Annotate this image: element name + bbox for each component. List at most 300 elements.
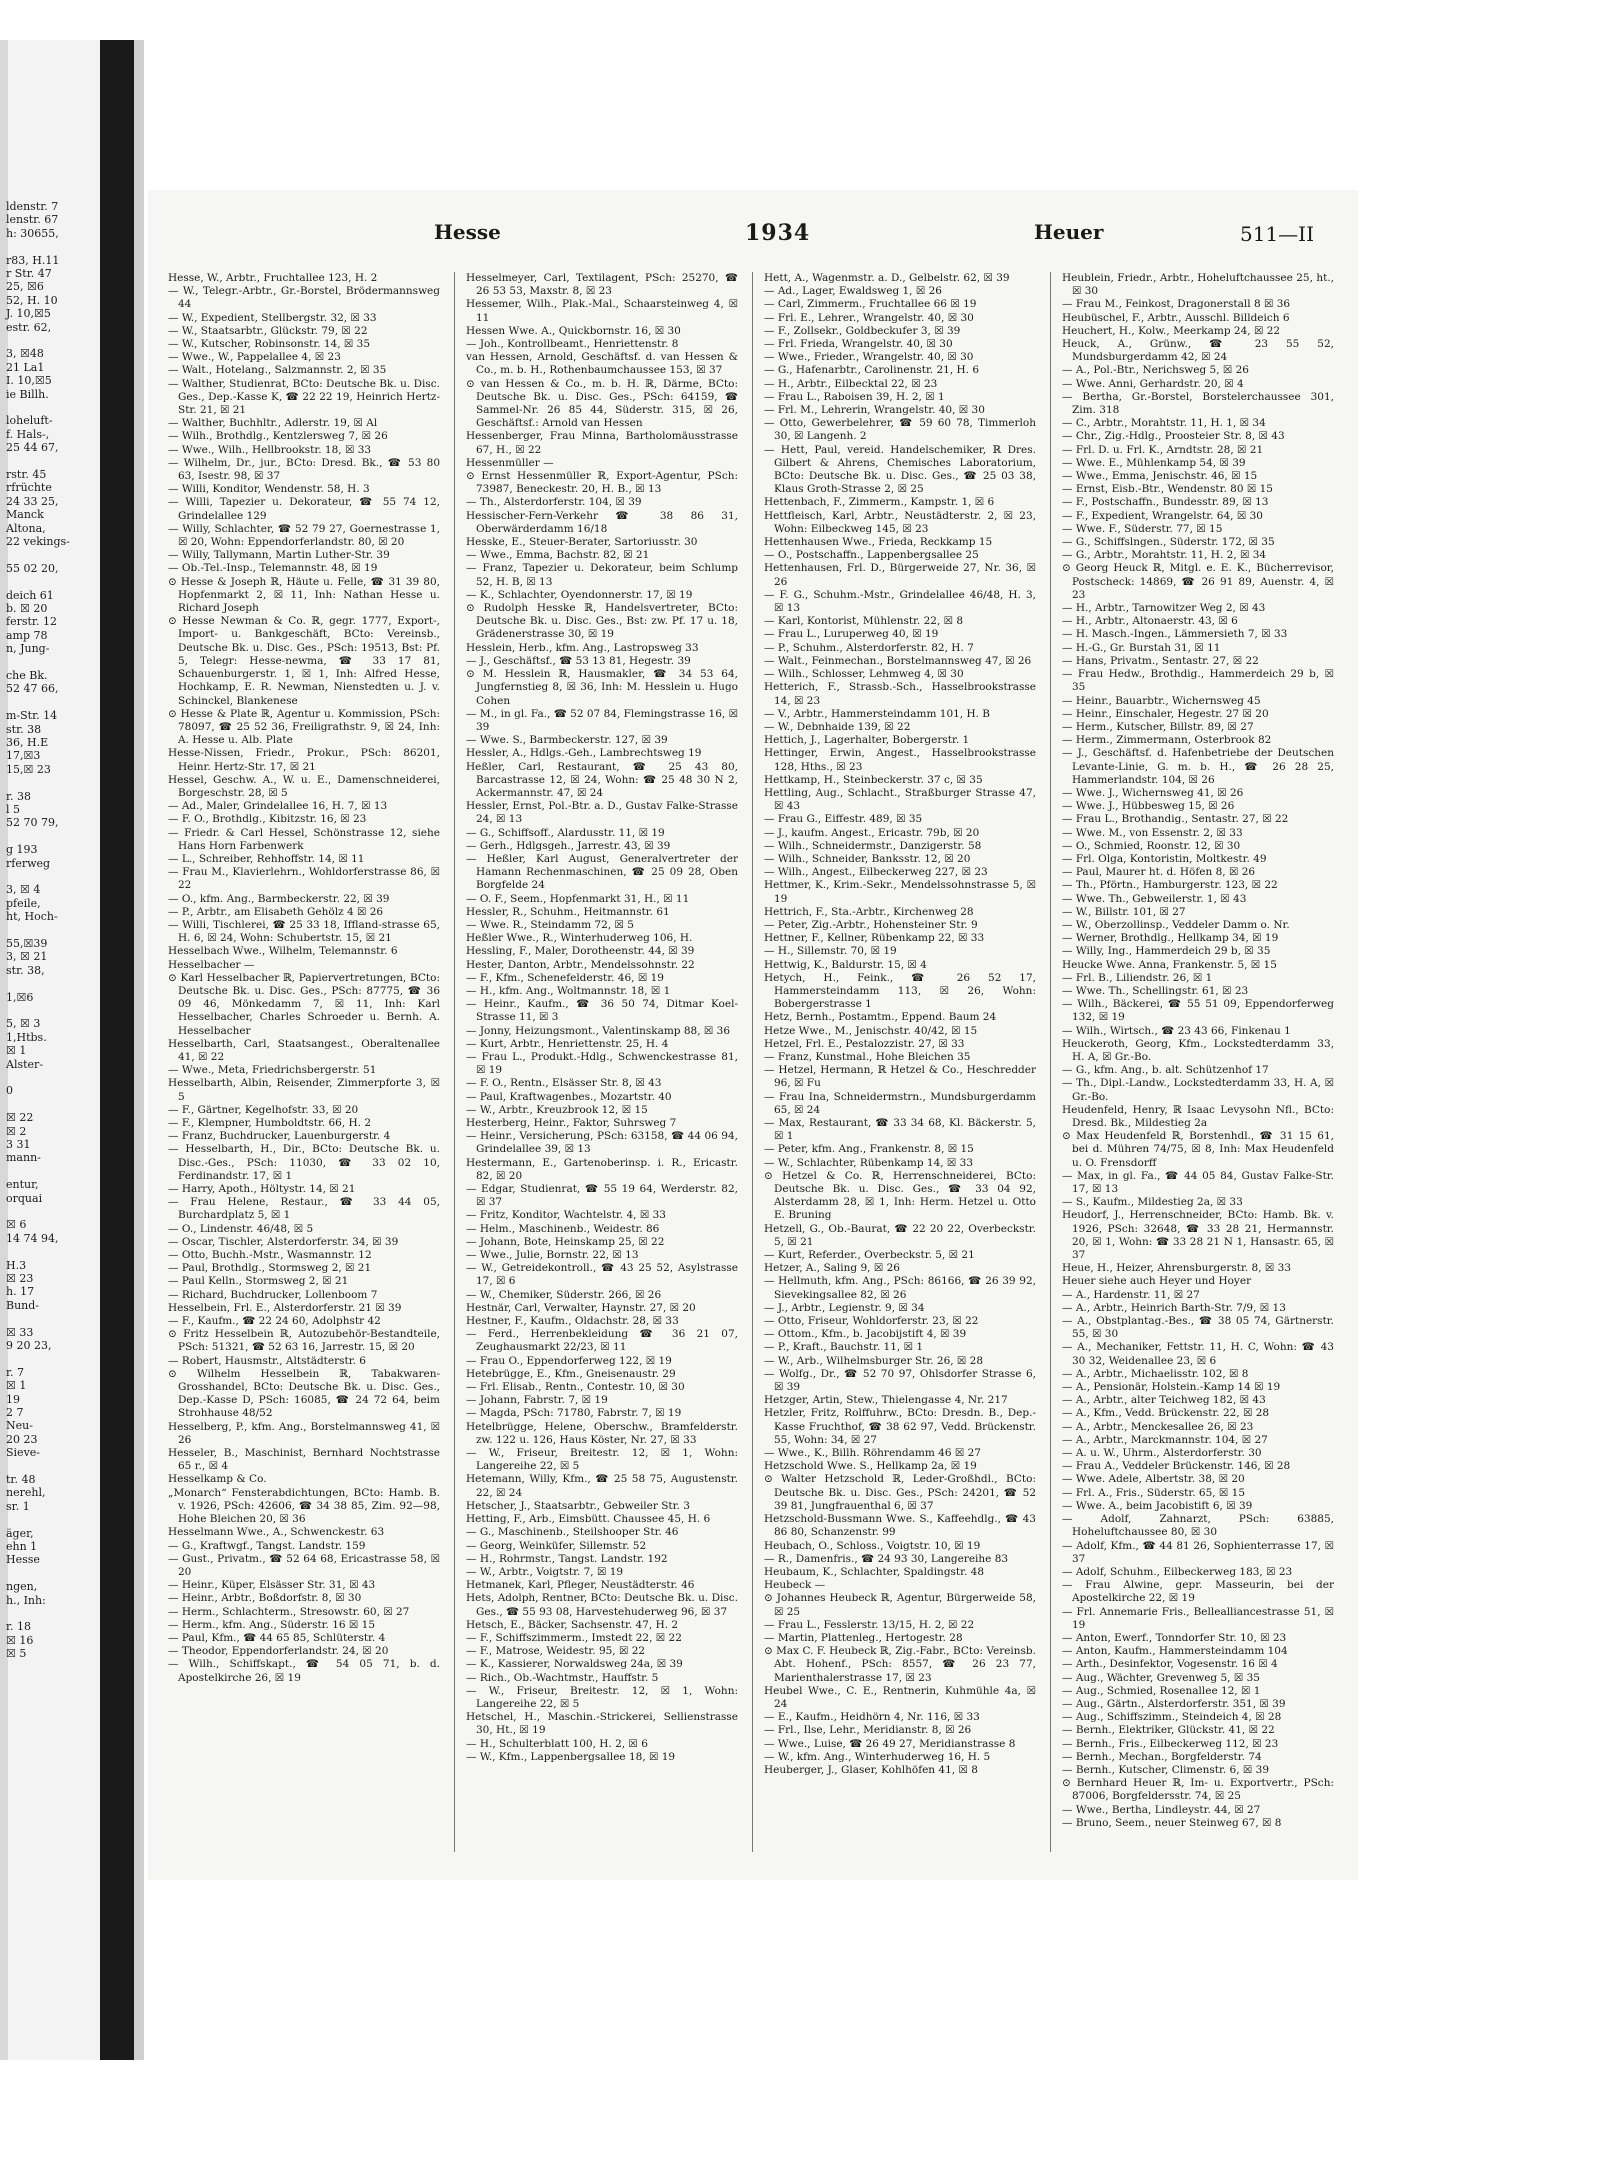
directory-entry: — W., Arb., Wilhelmsburger Str. 26, ☒ 28 xyxy=(764,1354,984,1367)
adjacent-page-text: ie Billh. xyxy=(6,387,49,401)
directory-entry: — G., Schiffsoff., Alardusstr. 11, ☒ 19 xyxy=(466,826,665,839)
adjacent-page-text: 15,☒ 23 xyxy=(6,762,51,776)
directory-entry: — H., Arbtr., Eilbecktal 22, ☒ 23 xyxy=(764,377,938,390)
directory-entry: — Willy, Schlachter, ☎ 52 79 27, Goernestrasse 1, ☒ 20, Wohn: Eppendorferlandstr. 80, ☒ 20 xyxy=(168,522,440,549)
directory-entry: — Walt., Hotelang., Salzmannstr. 2, ☒ 35 xyxy=(168,364,387,377)
directory-entry: Hettinger, Erwin, Angest., Hasselbrookstrasse 128, Hths., ☒ 23 xyxy=(764,747,1036,773)
directory-entry: — A., Arbtr., Marckmannstr. 104, ☒ 27 xyxy=(1062,1433,1268,1446)
adjacent-page-text: 24 33 25, xyxy=(6,494,59,508)
directory-entry: Hessler, Ernst, Pol.-Btr. a. D., Gustav Falke-Strasse 24, ☒ 13 xyxy=(466,800,738,826)
directory-entry: — Ottom., Kfm., b. Jacobijstift 4, ☒ 39 xyxy=(764,1328,967,1341)
directory-entry: Hesske, E., Steuer-Berater, Sartoriusstr. 30 xyxy=(466,536,698,549)
directory-entry: — J., Arbtr., Legienstr. 9, ☒ 34 xyxy=(764,1301,925,1314)
directory-entry: — J., Geschäftsf. d. Hafenbetriebe der Deutschen Levante-Linie, G. m. b. H., ☎ 26 28 25, Hammerlandstr. 104, ☒ 26 xyxy=(1062,747,1334,786)
directory-entry: — W., Getreidekontroll., ☎ 43 25 52, Asylstrasse 17, ☒ 6 xyxy=(466,1262,738,1288)
directory-entry: ⊙ Wilhelm Hesselbein ℝ, Tabakwaren-Grosshandel, BCto: Deutsche Bk. u. Disc. Ges., Dep.-Kasse D, PSch: 16085, ☎ 24 72 64, beim Strohhause 48/52 xyxy=(168,1367,440,1420)
adjacent-page-text: pfeile, xyxy=(6,896,41,910)
directory-entry: ⊙ Johannes Heubeck ℝ, Agentur, Bürgerweide 58, ☒ 25 xyxy=(764,1592,1036,1618)
directory-entry: — Wilh., Schneidermstr., Danzigerstr. 58 xyxy=(764,839,982,852)
adjacent-page-text: r83, H.11 xyxy=(6,253,60,267)
directory-entry: — F., Postschaffn., Bundesstr. 89, ☒ 13 xyxy=(1062,496,1269,509)
directory-entry: Hesselbach Wwe., Wilhelm, Telemannstr. 6 xyxy=(168,945,398,958)
directory-entry: — W., Kutscher, Robinsonstr. 14, ☒ 35 xyxy=(168,338,371,351)
directory-entry: van Hessen, Arnold, Geschäftsf. d. van Hessen & Co., m. b. H., Rothenbaumchaussee 153, ☒ 37 xyxy=(466,351,738,377)
directory-entry: — A., Arbtr., alter Teichweg 182, ☒ 43 xyxy=(1062,1394,1266,1407)
directory-entry: — P., Arbtr., am Elisabeth Gehölz 4 ☒ 26 xyxy=(168,905,384,918)
adjacent-page-text: H.3 xyxy=(6,1258,27,1272)
adjacent-page-text: amp 78 xyxy=(6,628,48,642)
adjacent-page-text: orquai xyxy=(6,1191,43,1205)
adjacent-page-text: 2 7 xyxy=(6,1406,24,1419)
directory-entry: — G., Schiffslngen., Süderstr. 172, ☒ 35 xyxy=(1062,536,1275,549)
directory-entry: — Aug., Gärtn., Alsterdorferstr. 351, ☒ 39 xyxy=(1062,1697,1286,1710)
directory-entry: — Carl, Zimmerm., Fruchtallee 66 ☒ 19 xyxy=(764,298,977,311)
adjacent-page-text: loheluft- xyxy=(6,414,53,428)
directory-entry: Hestermann, E., Gartenoberinsp. i. R., Ericastr. 82, ☒ 20 xyxy=(466,1156,738,1182)
directory-entry: Hessel, Geschw. A., W. u. E., Damenschneiderei, Borgeschstr. 28, ☒ 5 xyxy=(168,773,440,799)
adjacent-page-text: 19 xyxy=(6,1392,20,1406)
directory-entry: — Helm., Maschinenb., Weidestr. 86 xyxy=(466,1222,660,1235)
directory-entry: — Wolfg., Dr., ☎ 52 70 97, Ohlsdorfer Strasse 6, ☒ 39 xyxy=(764,1367,1036,1394)
directory-entry: — P., Kraft., Bauchstr. 11, ☒ 1 xyxy=(764,1341,924,1354)
directory-entry: Hessen Wwe. A., Quickbornstr. 16, ☒ 30 xyxy=(466,324,681,337)
adjacent-page-text: 3 31 xyxy=(6,1138,31,1151)
adjacent-page-text: mann- xyxy=(6,1151,41,1165)
directory-entry: — Heinr., Einschaler, Hegestr. 27 ☒ 20 xyxy=(1062,707,1269,720)
directory-entry: Hester, Danton, Arbtr., Mendelssohnstr. 22 xyxy=(466,958,695,971)
directory-entry: — Heinr., Bauarbtr., Wichernsweg 45 xyxy=(1062,694,1261,707)
directory-entry: — Willy, Tallymann, Martin Luther-Str. 39 xyxy=(168,549,390,562)
adjacent-page-text: 3, ☒ 4 xyxy=(6,883,41,897)
directory-entry: — Ob.-Tel.-Insp., Telemannstr. 48, ☒ 19 xyxy=(168,562,378,575)
directory-entry: — Frau L., Produkt.-Hdlg., Schwenckestrasse 81, ☒ 19 xyxy=(466,1050,738,1077)
adjacent-page-text: entur, xyxy=(6,1178,39,1192)
directory-entry: Heue, H., Heizer, Ahrensburgerstr. 8, ☒ 33 xyxy=(1062,1262,1292,1275)
directory-entry: — F., Klempner, Humboldtstr. 66, H. 2 xyxy=(168,1117,372,1129)
directory-entry: — Heinr., Versicherung, PSch: 63158, ☎ 44 06 94, Grindelallee 39, ☒ 13 xyxy=(466,1130,738,1156)
adjacent-page-text: 0 xyxy=(6,1084,13,1098)
directory-entry: — W., Arbtr., Voigtstr. 7, ☒ 19 xyxy=(466,1565,624,1578)
directory-entry: Hetzger, Artin, Stew., Thielengasse 4, Nr. 217 xyxy=(764,1394,1008,1407)
adjacent-page-text: ☒ 5 xyxy=(6,1647,27,1661)
directory-entry: Hesselmann Wwe., A., Schwenckestr. 63 xyxy=(168,1526,385,1539)
directory-entry: — Frl., Ilse, Lehr., Meridianstr. 8, ☒ 26 xyxy=(764,1724,972,1737)
adjacent-page-text: h: 30655, xyxy=(6,226,59,240)
directory-entry: — C., Arbtr., Morahtstr. 11, H. 1, ☒ 34 xyxy=(1062,417,1266,430)
directory-entry: Hetterich, F., Strassb.-Sch., Hasselbrookstrasse 14, ☒ 23 xyxy=(764,681,1036,707)
directory-entry: ⊙ Bernhard Heuer ℝ, Im- u. Exportvertr., PSch: 87006, Borgfeldersstr. 74, ☒ 25 xyxy=(1062,1777,1334,1803)
directory-entry: Hessling, F., Maler, Dorotheenstr. 44, ☒ 39 xyxy=(466,945,695,958)
directory-entry: — Paul Kelln., Stormsweg 2, ☒ 21 xyxy=(168,1275,349,1288)
directory-entry: Hetebrügge, E., Kfm., Gneisenaustr. 29 xyxy=(466,1367,676,1380)
directory-entry: — Aug., Wächter, Grevenweg 5, ☒ 35 xyxy=(1062,1671,1260,1684)
directory-entry: — Willi, Tischlerei, ☎ 25 33 18, Iffland-strasse 65, H. 6, ☒ 24, Wohn: Schubertstr. 15, ☒ 21 xyxy=(168,918,440,945)
directory-entry: — K., Schlachter, Oyendonnerstr. 17, ☒ 19 xyxy=(466,588,693,601)
directory-entry: — A., Arbtr., Michaelisstr. 102, ☒ 8 xyxy=(1062,1367,1249,1380)
directory-entry: ⊙ Rudolph Hesske ℝ, Handelsvertreter, BCto: Deutsche Bk. u. Disc. Ges., Bst: zw. Pf. 17 u. 18, Grädenerstrasse 30, ☒ 19 xyxy=(466,602,738,641)
adjacent-page-text: rstr. 45 xyxy=(6,468,47,481)
directory-entry: — Paul, Brothdlg., Stormsweg 2, ☒ 21 xyxy=(168,1262,372,1275)
directory-entry: — F., Kfm., Schenefelderstr. 46, ☒ 19 xyxy=(466,971,664,984)
directory-entry: Hettenhausen, Frl. D., Bürgerweide 27, Nr. 36, ☒ 26 xyxy=(764,562,1036,588)
directory-entry: — Hesselbarth, H., Dir., BCto: Deutsche Bk. u. Disc.-Ges., PSch: 11030, ☎ 33 02 10, Ferdinandstr. 17, ☒ 1 xyxy=(168,1143,440,1182)
directory-entry: Heucke Wwe. Anna, Frankenstr. 5, ☒ 15 xyxy=(1062,958,1277,971)
directory-entry: — V., Arbtr., Hammersteindamm 101, H. B xyxy=(764,707,991,720)
directory-entry: — Wilh., Bäckerei, ☎ 55 51 09, Eppendorferweg 132, ☒ 19 xyxy=(1062,998,1334,1024)
directory-entry: — Frau Ina, Schneidermstrn., Mundsburgerdamm 65, ☒ 24 xyxy=(764,1090,1036,1116)
directory-entry: Heuer siehe auch Heyer und Hoyer xyxy=(1062,1275,1252,1288)
directory-entry: — Frau M., Feinkost, Dragonerstall 8 ☒ 36 xyxy=(1062,298,1291,311)
directory-entry: — W., Schlachter, Rübenkamp 14, ☒ 33 xyxy=(764,1156,974,1169)
adjacent-page-text: che Bk. xyxy=(6,669,48,682)
directory-entry: — R., Damenfris., ☎ 24 93 30, Langereihe 83 xyxy=(764,1552,1009,1565)
adjacent-page-text: Altona, xyxy=(6,521,46,535)
directory-entry: — K., Kassierer, Norwaldsweg 24a, ☒ 39 xyxy=(466,1658,683,1671)
directory-entry: — Frau L., Brothandig., Sentastr. 27, ☒ 22 xyxy=(1062,813,1289,826)
directory-entry: ⊙ Max C. F. Heubeck ℝ, Zig.-Fabr., BCto: Vereinsb. Abt. Hohenf., PSch: 8557, ☎ 26 23 77, Marienthalerstrasse 17, ☒ 23 xyxy=(764,1645,1036,1684)
directory-entry: Hetzer, A., Saling 9, ☒ 26 xyxy=(764,1262,900,1275)
directory-entry: — Paul, Maurer ht. d. Höfen 8, ☒ 26 xyxy=(1062,866,1256,879)
page-header xyxy=(168,220,1338,260)
directory-entry: — Wwe. Adele, Albertstr. 38, ☒ 20 xyxy=(1062,1473,1245,1486)
adjacent-page-text: rferweg xyxy=(6,856,51,870)
header-first-name: Hesse xyxy=(434,220,501,244)
directory-entry: — W., Expedient, Stellbergstr. 32, ☒ 33 xyxy=(168,311,377,324)
directory-entry: — Wwe., Frieder., Wrangelstr. 40, ☒ 30 xyxy=(764,351,974,364)
column-divider xyxy=(1050,272,1051,1852)
directory-entry: — H., Arbtr., Altonaerstr. 43, ☒ 6 xyxy=(1062,615,1238,628)
directory-entry: Heubaum, K., Schlachter, Spaldingstr. 48 xyxy=(764,1565,985,1578)
directory-entry: — Wilh., Schlosser, Lehmweg 4, ☒ 30 xyxy=(764,668,964,681)
directory-entry: — Frau L., Luruperweg 40, ☒ 19 xyxy=(764,628,939,641)
directory-entry: — A., Arbtr., Menckesallee 26, ☒ 23 xyxy=(1062,1420,1254,1433)
directory-entry: — G., Arbtr., Morahtstr. 11, H. 2, ☒ 34 xyxy=(1062,549,1267,562)
directory-entry: — Herm., Kutscher, Billstr. 89, ☒ 27 xyxy=(1062,720,1254,733)
directory-entry: Hetzell, G., Ob.-Baurat, ☎ 22 20 22, Overbeckstr. 5, ☒ 21 xyxy=(764,1222,1036,1248)
directory-entry: — Frau L., Fesslerstr. 13/15, H. 2, ☒ 22 xyxy=(764,1618,975,1631)
adjacent-page-text: Bund- xyxy=(6,1298,40,1312)
directory-entry: — Jonny, Heizungsmont., Valentinskamp 88, ☒ 36 xyxy=(466,1024,731,1037)
directory-entry: Hessemer, Wilh., Plak.-Mal., Schaarsteinweg 4, ☒ 11 xyxy=(466,298,738,324)
directory-entry: — Harry, Apoth., Höltystr. 14, ☒ 21 xyxy=(168,1183,356,1196)
directory-entry: — Wwe., K., Billh. Röhrendamm 46 ☒ 27 xyxy=(764,1447,981,1460)
directory-entry: Hetych, H., Feink., ☎ 26 52 17, Hammersteindamm 113, ☒ 26, Wohn: Bobergerstrasse 1 xyxy=(764,971,1036,1011)
directory-entry: — H., Arbtr., Tarnowitzer Weg 2, ☒ 43 xyxy=(1062,602,1266,615)
adjacent-page-text: 55,☒39 xyxy=(6,937,48,950)
directory-entry: — H., Sillemstr. 70, ☒ 19 xyxy=(764,945,897,958)
adjacent-page-text: ferstr. 12 xyxy=(6,615,57,629)
directory-entry: — Heßler, Karl August, Generalvertreter der Hamann Rechenmaschinen, ☎ 25 09 28, Oben Borgfelde 24 xyxy=(466,852,738,892)
directory-entry: — Adolf, Schuhm., Eilbeckerweg 183, ☒ 23 xyxy=(1062,1565,1293,1578)
adjacent-page-text: g 193 xyxy=(6,843,38,857)
directory-column-2 xyxy=(466,272,738,1862)
directory-column-3 xyxy=(764,272,1036,1862)
directory-entry: — Anton, Kaufm., Hammersteindamm 104 xyxy=(1062,1645,1288,1658)
directory-entry: — Rich., Ob.-Wachtmstr., Hauffstr. 5 xyxy=(466,1671,659,1684)
directory-entry: ⊙ Max Heudenfeld ℝ, Borstenhdl., ☎ 31 15 61, bei d. Mühren 74/75, ☒ 8, Inh: Max Heudenfeld u. O. Frensdorff xyxy=(1062,1130,1334,1169)
adjacent-page-text: r Str. 47 xyxy=(6,267,52,280)
directory-entry: — W., Telegr.-Arbtr., Gr.-Borstel, Brödermannsweg 44 xyxy=(168,285,440,311)
directory-entry: — Georg, Weinküfer, Sillemstr. 52 xyxy=(466,1539,647,1552)
directory-entry: — Otto, Friseur, Wohldorferstr. 23, ☒ 22 xyxy=(764,1315,979,1328)
directory-entry: — A., Pol.-Btr., Nerichsweg 5, ☒ 26 xyxy=(1062,364,1249,377)
directory-entry: — A., Hardenstr. 11, ☒ 27 xyxy=(1062,1288,1200,1301)
column-divider xyxy=(454,272,455,1852)
directory-entry: — Paul, Kfm., ☎ 44 65 85, Schlüterstr. 4 xyxy=(168,1631,386,1644)
directory-entry: — O. F., Seem., Hopfenmarkt 31, H., ☒ 11 xyxy=(466,892,690,905)
directory-entry: — Frau Hedw., Brothdig., Hammerdeich 29 b, ☒ 35 xyxy=(1062,668,1334,694)
adjacent-page-text: deich 61 xyxy=(6,588,54,602)
directory-entry: — Wwe. Th., Gebweilerstr. 1, ☒ 43 xyxy=(1062,892,1247,905)
directory-entry: — J., kaufm. Angest., Ericastr. 79b, ☒ 20 xyxy=(764,826,980,839)
directory-entry: — Frl. E., Lehrer., Wrangelstr. 40, ☒ 30 xyxy=(764,311,974,324)
directory-entry: Hetzler, Fritz, Rolffuhrw., BCto: Dresdn. B., Dep.-Kasse Fruchthof, ☎ 38 62 97, Vedd. Brückenstr. 55, Wohn: 34, ☒ 27 xyxy=(764,1407,1036,1446)
directory-entry: — Adolf, Zahnarzt, PSch: 63885, Hoheluftchaussee 80, ☒ 30 xyxy=(1062,1513,1334,1539)
directory-entry: — Max, Restaurant, ☎ 33 34 68, Kl. Bäckerstr. 5, ☒ 1 xyxy=(764,1117,1036,1143)
directory-entry: Hessler, R., Schuhm., Heitmannstr. 61 xyxy=(466,905,670,918)
adjacent-page-text: b. ☒ 20 xyxy=(6,602,48,615)
directory-entry: — Wilh., Wirtsch., ☎ 23 43 66, Finkenau 1 xyxy=(1062,1024,1291,1037)
directory-entry: — A., Arbtr., Heinrich Barth-Str. 7/9, ☒ 13 xyxy=(1062,1301,1286,1314)
directory-entry: — Fritz, Konditor, Wachtelstr. 4, ☒ 33 xyxy=(466,1209,666,1222)
directory-entry: — Wwe., Julie, Bornstr. 22, ☒ 13 xyxy=(466,1249,639,1262)
directory-entry: Heuberger, J., Glaser, Kohlhöfen 41, ☒ 8 xyxy=(764,1763,978,1776)
directory-entry: — Karl, Kontorist, Mühlenstr. 22, ☒ 8 xyxy=(764,615,964,628)
directory-entry: — Bernh., Fris., Eilbeckerweg 112, ☒ 23 xyxy=(1062,1737,1279,1750)
directory-entry: — Ad., Lager, Ewaldsweg 1, ☒ 26 xyxy=(764,285,942,298)
adjacent-page-text: lenstr. 67 xyxy=(6,213,59,227)
adjacent-page-text: 36, H.E xyxy=(6,736,49,749)
directory-entry: — Gerh., Hdlgsgeh., Jarrestr. 43, ☒ 39 xyxy=(466,839,671,852)
directory-entry: Heudorf, J., Herrenschneider, BCto: Hamb. Bk. v. 1926, PSch: 32648, ☎ 33 28 21, Hermannstr. 20, ☒ 1, Wohn: ☎ 33 28 21 N 1, Hansastr. 65, ☒ 37 xyxy=(1062,1209,1334,1262)
directory-entry: Hettner, F., Kellner, Rübenkamp 22, ☒ 33 xyxy=(764,932,985,945)
directory-entry: Hesselbarth, Carl, Staatsangest., Oberaltenallee 41, ☒ 22 xyxy=(168,1037,440,1063)
directory-entry: — Paul, Kraftwagenbes., Mozartstr. 40 xyxy=(466,1090,672,1103)
directory-entry: — F. O., Brothdlg., Kibitzstr. 16, ☒ 23 xyxy=(168,813,367,826)
adjacent-page-text: Hesse xyxy=(6,1553,40,1567)
directory-entry: Hettling, Aug., Schlacht., Straßburger Strasse 47, ☒ 43 xyxy=(764,786,1036,813)
adjacent-page-text: Sieve- xyxy=(6,1446,41,1460)
directory-entry: — Wilh., Brothdlg., Kentzlersweg 7, ☒ 26 xyxy=(168,430,388,443)
adjacent-page-text: ngen, xyxy=(6,1580,38,1594)
directory-entry: — Wwe., Emma, Bachstr. 82, ☒ 21 xyxy=(466,549,650,562)
directory-entry: — Frl. B., Liliendstr. 26, ☒ 1 xyxy=(1062,971,1213,984)
adjacent-page-text: estr. 62, xyxy=(6,320,52,334)
directory-entry: Hessenmüller — xyxy=(466,456,554,469)
directory-entry: — Bernh., Kutscher, Climenstr. 6, ☒ 39 xyxy=(1062,1763,1270,1776)
directory-entry: — Walt., Feinmechan., Borstelmannsweg 47, ☒ 26 xyxy=(764,654,1032,667)
directory-entry: — G., kfm. Ang., b. alt. Schützenhof 17 xyxy=(1062,1064,1269,1077)
directory-entry: ⊙ Georg Heuck ℝ, Mitgl. e. E. K., Bücherrevisor, Postscheck: 14869, ☎ 26 91 89, Auenstr. 4, ☒ 23 xyxy=(1062,562,1334,601)
directory-entry: ⊙ Fritz Hesselbein ℝ, Autozubehör-Bestandteile, PSch: 51321, ☎ 52 63 16, Jarrestr. 15, ☒ 20 xyxy=(168,1328,440,1354)
adjacent-page-text: ldenstr. 7 xyxy=(6,200,59,213)
adjacent-page-text: 52 70 79, xyxy=(6,816,59,830)
directory-entry: — W., Billstr. 101, ☒ 27 xyxy=(1062,905,1186,918)
directory-entry: — F., Kaufm., ☎ 22 24 60, Adolphstr 42 xyxy=(168,1315,381,1328)
directory-entry: — Frl. M., Lehrerin, Wrangelstr. 40, ☒ 30 xyxy=(764,404,985,417)
directory-entry: — F., Gärtner, Kegelhofstr. 33, ☒ 20 xyxy=(168,1103,359,1116)
adjacent-page-text: 9 20 23, xyxy=(6,1339,52,1352)
adjacent-page-text: r. 38 xyxy=(6,789,32,803)
directory-entry: Hetsch, E., Bäcker, Sachsenstr. 47, H. 2 xyxy=(466,1618,679,1631)
adjacent-page-text: sr. 1 xyxy=(6,1499,30,1513)
directory-column-1 xyxy=(168,272,440,1862)
directory-entry: Hettfleisch, Karl, Arbtr., Neustädterstr. 2, ☒ 23, Wohn: Eilbeckweg 145, ☒ 23 xyxy=(764,509,1036,535)
directory-entry: — Heinr., Arbtr., Boßdorfstr. 8, ☒ 30 xyxy=(168,1592,362,1605)
directory-entry: — E., Kaufm., Heidhörn 4, Nr. 116, ☒ 33 xyxy=(764,1711,980,1724)
directory-entry: — A. u. W., Uhrm., Alsterdorferstr. 30 xyxy=(1062,1447,1262,1460)
directory-entry: — Peter, Zig.-Arbtr., Hohensteiner Str. 9 xyxy=(764,918,978,931)
directory-entry: Hesselbein, Frl. E., Alsterdorferstr. 21 ☒ 39 xyxy=(168,1301,402,1314)
adjacent-page-text: r. 18 xyxy=(6,1620,32,1634)
directory-entry: — Ad., Maler, Grindelallee 16, H. 7, ☒ 13 xyxy=(168,800,388,813)
directory-entry: Hesterberg, Heinr., Faktor, Suhrsweg 7 xyxy=(466,1117,677,1129)
directory-entry: Hessenberger, Frau Minna, Bartholomäusstrasse 67, H., ☒ 22 xyxy=(466,430,738,456)
directory-entry: Hetze Wwe., M., Jenischstr. 40/42, ☒ 15 xyxy=(764,1024,978,1037)
directory-entry: Hetschel, H., Maschin.-Strickerei, Sellienstrasse 30, Ht., ☒ 19 xyxy=(466,1711,738,1737)
directory-entry: — G., Maschinenb., Steilshooper Str. 46 xyxy=(466,1526,679,1539)
directory-entry: — Th., Alsterdorferstr. 104, ☒ 39 xyxy=(466,496,642,509)
directory-entry: Hettwig, K., Baldurstr. 15, ☒ 4 xyxy=(764,958,927,971)
directory-entry: — F. G., Schuhm.-Mstr., Grindelallee 46/48, H. 3, ☒ 13 xyxy=(764,588,1036,615)
directory-entry: Hestner, F., Kaufm., Oldachstr. 28, ☒ 33 xyxy=(466,1315,679,1328)
directory-entry: — J., Geschäftsf., ☎ 53 13 81, Hegestr. 39 xyxy=(466,654,691,667)
directory-entry: — Johann, Fabrstr. 7, ☒ 19 xyxy=(466,1394,608,1407)
directory-entry: — Herm., Zimmermann, Osterbrook 82 xyxy=(1062,734,1272,747)
directory-entry: — Frl. D. u. Frl. K., Arndtstr. 28, ☒ 21 xyxy=(1062,443,1264,456)
directory-entry: Hettenhausen Wwe., Frieda, Reckkamp 15 xyxy=(764,536,993,549)
adjacent-page-text: l 5 xyxy=(6,803,21,816)
adjacent-page-text: r. 7 xyxy=(6,1365,25,1379)
directory-entry: Hetemann, Willy, Kfm., ☎ 25 58 75, Augustenstr. 22, ☒ 24 xyxy=(466,1473,738,1499)
directory-entry: — Frau A., Veddeler Brückenstr. 146, ☒ 28 xyxy=(1062,1460,1291,1473)
directory-entry: — Gust., Privatm., ☎ 52 64 68, Ericastrasse 58, ☒ 20 xyxy=(168,1552,440,1578)
directory-entry: Hesselmeyer, Carl, Textilagent, PSch: 25270, ☎ 26 53 53, Maxstr. 8, ☒ 23 xyxy=(466,272,738,298)
directory-entry: — P., Schuhm., Alsterdorferstr. 82, H. 7 xyxy=(764,641,974,654)
directory-entry: — Wwe. J., Wichernsweg 41, ☒ 26 xyxy=(1062,786,1244,799)
adjacent-page-text: 5, ☒ 3 xyxy=(6,1017,41,1031)
directory-entry: — Wilhelm, Dr., jur., BCto: Dresd. Bk., ☎ 53 80 63, Isestr. 98, ☒ 37 xyxy=(168,456,440,483)
directory-entry: Heudenfeld, Henry, ℝ Isaac Levysohn Nfl., BCto: Dresd. Bk., Mildestieg 2a xyxy=(1062,1103,1334,1129)
adjacent-page-text: 1,☒6 xyxy=(6,990,34,1004)
directory-entry: — Wwe., Wilh., Hellbrookstr. 18, ☒ 33 xyxy=(168,443,372,456)
directory-entry: Hetzel, Frl. E., Pestalozzistr. 27, ☒ 33 xyxy=(764,1037,965,1050)
directory-entry: — F., Schiffszimmerm., Imstedt 22, ☒ 22 xyxy=(466,1631,682,1644)
directory-entry: — Wwe. S., Barmbeckerstr. 127, ☒ 39 xyxy=(466,734,668,747)
directory-entry: — Arth., Desinfektor, Vogesenstr. 16 ☒ 4 xyxy=(1062,1658,1278,1671)
directory-entry: — Bernh., Mechan., Borgfelderstr. 74 xyxy=(1062,1750,1262,1763)
adjacent-page-text: ☒ 33 xyxy=(6,1325,34,1339)
directory-entry: ⊙ Ernst Hessenmüller ℝ, Export-Agentur, PSch: 73987, Beneckestr. 20, H. B., ☒ 13 xyxy=(466,470,738,496)
adjacent-page-text: Neu- xyxy=(6,1419,33,1433)
directory-entry: — Frau Alwine, gepr. Masseurin, bei der Apostelkirche 22, ☒ 19 xyxy=(1062,1579,1334,1605)
directory-entry: — O., Schmied, Roonstr. 12, ☒ 30 xyxy=(1062,839,1241,852)
directory-entry: — Frl. A., Fris., Süderstr. 65, ☒ 15 xyxy=(1062,1486,1246,1499)
directory-entry: ⊙ van Hessen & Co., m. b. H. ℝ, Därme, BCto: Deutsche Bk. u. Disc. Ges., PSch: 64159, ☎ Sammel-Nr. 26 85 44, Süderstr. 315, ☒ 26, Geschäftsf.: Arnold van Hessen xyxy=(466,377,738,430)
directory-entry: — Heinr., Kaufm., ☎ 36 50 74, Ditmar Koel-Strasse 11, ☒ 3 xyxy=(466,998,738,1024)
directory-entry: — W., Oberzollinsp., Veddeler Damm o. Nr. xyxy=(1062,918,1290,931)
adjacent-page-text: ☒ 6 xyxy=(6,1218,27,1232)
adjacent-page-text: ☒ 2 xyxy=(6,1124,27,1138)
adjacent-page-text: ☒ 16 xyxy=(6,1633,34,1647)
directory-entry: Heuchert, H., Kolw., Meerkamp 24, ☒ 22 xyxy=(1062,324,1281,337)
directory-entry: Hesseler, B., Maschinist, Bernhard Nochtstrasse 65 r., ☒ 4 xyxy=(168,1447,440,1473)
directory-entry: — Oscar, Tischler, Alsterdorferstr. 34, ☒ 39 xyxy=(168,1235,399,1248)
directory-entry: — Hans, Privatm., Sentastr. 27, ☒ 22 xyxy=(1062,654,1259,667)
directory-entry: Hessischer-Fern-Verkehr ☎ 38 86 31, Oberwärderdamm 16/18 xyxy=(466,509,738,535)
directory-entry: — A., Pensionär, Holstein.-Kamp 14 ☒ 19 xyxy=(1062,1381,1281,1394)
directory-entry: — Ernst, Eisb.-Btr., Wendenstr. 80 ☒ 15 xyxy=(1062,483,1273,496)
directory-entry: Hettrich, F., Sta.-Arbtr., Kirchenweg 28 xyxy=(764,905,974,918)
directory-entry: Hetscher, J., Staatsarbtr., Gebweiler Str. 3 xyxy=(466,1499,690,1512)
directory-entry: — Frl. Annemarie Fris., Bellealliancestrasse 51, ☒ 19 xyxy=(1062,1605,1334,1631)
directory-page xyxy=(148,190,1358,1880)
directory-entry: — Wwe. F., Süderstr. 77, ☒ 15 xyxy=(1062,522,1223,535)
directory-entry: — Hett, Paul, vereid. Handelschemiker, ℝ Dres. Gilbert & Ahrens, Chemisches Laboratorium, BCto: Deutsche Bk. u. Disc. Ges., ☎ 25 03 38, Klaus Groth-Strasse 2, ☒ 25 xyxy=(764,443,1036,496)
directory-entry: — H., kfm. Ang., Woltmannstr. 18, ☒ 1 xyxy=(466,984,671,997)
directory-entry: Heßler Wwe., R., Winterhuderweg 106, H. xyxy=(466,932,693,945)
directory-entry: — Johann, Bote, Heinskamp 25, ☒ 22 xyxy=(466,1235,665,1248)
directory-entry: — Th., Dipl.-Landw., Lockstedterdamm 33, H. A, ☒ Gr.-Bo. xyxy=(1062,1077,1334,1103)
directory-entry: — Frau M., Klavierlehrn., Wohldorferstrasse 86, ☒ 22 xyxy=(168,866,440,892)
directory-entry: — Wwe. J., Hübbesweg 15, ☒ 26 xyxy=(1062,800,1235,813)
directory-entry: Hetelbrügge, Helene, Oberschw., Bramfelderstr. zw. 122 u. 126, Haus Köster, Nr. 27, ☒ 33 xyxy=(466,1420,738,1446)
header-year: 1934 xyxy=(745,220,811,246)
adjacent-page-text: tr. 48 xyxy=(6,1473,36,1486)
directory-entry: — Anton, Ewerf., Tonndorfer Str. 10, ☒ 23 xyxy=(1062,1631,1287,1644)
directory-entry: — Franz, Tapezier u. Dekorateur, beim Schlump 52, H. B, ☒ 13 xyxy=(466,562,738,588)
directory-entry: Heuckeroth, Georg, Kfm., Lockstedterdamm 33, H. A, ☒ Gr.-Bo. xyxy=(1062,1037,1334,1063)
directory-entry: — Kurt, Referder., Overbeckstr. 5, ☒ 21 xyxy=(764,1249,975,1262)
adjacent-page-text: ☒ 22 xyxy=(6,1111,34,1125)
directory-entry: — A., Obstplantag.-Bes., ☎ 38 05 74, Gärtnerstr. 55, ☒ 30 xyxy=(1062,1315,1334,1341)
directory-entry: ⊙ Walter Hetzschold ℝ, Leder-Großhdl., BCto: Deutsche Bk. u. Disc. Ges., PSch: 24201, ☎ 52 39 81, Jungfrauenthal 6, ☒ 37 xyxy=(764,1473,1036,1512)
directory-entry: Hestnär, Carl, Verwalter, Haynstr. 27, ☒ 20 xyxy=(466,1301,696,1314)
directory-entry: — Herm., kfm. Ang., Süderstr. 16 ☒ 15 xyxy=(168,1618,376,1631)
adjacent-page-text: ☒ 23 xyxy=(6,1272,34,1285)
directory-entry: Heubel Wwe., C. E., Rentnerin, Kuhmühle 4a, ☒ 24 xyxy=(764,1684,1036,1710)
directory-entry: — Walther, Studienrat, BCto: Deutsche Bk. u. Disc. Ges., Dep.-Kasse K, ☎ 22 22 19, Heinrich Hertz-Str. 21, ☒ 21 xyxy=(168,377,440,417)
adjacent-page-text: 22 vekings- xyxy=(6,535,70,548)
directory-entry: — G., Hafenarbtr., Carolinenstr. 21, H. 6 xyxy=(764,364,980,377)
directory-entry: — Peter, kfm. Ang., Frankenstr. 8, ☒ 15 xyxy=(764,1143,974,1156)
header-last-name: Heuer xyxy=(1034,220,1104,244)
directory-entry: — Willy, Ing., Hammerdeich 29 b, ☒ 35 xyxy=(1062,945,1271,958)
directory-entry: — Otto, Buchh.-Mstr., Wasmannstr. 12 xyxy=(168,1249,372,1262)
directory-entry: — Richard, Buchdrucker, Lollenboom 7 xyxy=(168,1288,378,1301)
directory-entry: „Monarch“ Fensterabdichtungen, BCto: Hamb. B. v. 1926, PSch: 42606, ☎ 34 38 85, Zim. 92—98, Hohe Bleichen 20, ☒ 36 xyxy=(168,1486,440,1526)
directory-entry: — O., kfm. Ang., Barmbeckerstr. 22, ☒ 39 xyxy=(168,892,390,905)
adjacent-page-text: n, Jung- xyxy=(6,642,50,656)
directory-entry: — Robert, Hausmstr., Altstädterstr. 6 xyxy=(168,1354,366,1367)
directory-entry: Heublein, Friedr., Arbtr., Hoheluftchaussee 25, ht., ☒ 30 xyxy=(1062,272,1334,298)
directory-entry: — H.-G., Gr. Burstah 31, ☒ 11 xyxy=(1062,641,1221,654)
adjacent-page-text: m-Str. 14 xyxy=(6,709,58,723)
directory-entry: — Wwe., Meta, Friedrichsbergerstr. 51 xyxy=(168,1064,377,1077)
directory-entry: — W., kfm. Ang., Winterhuderweg 16, H. 5 xyxy=(764,1750,991,1763)
directory-entry: — W., Arbtr., Kreuzbrook 12, ☒ 15 xyxy=(466,1103,648,1116)
directory-entry: — Aug., Schmied, Rosenallee 12, ☒ 1 xyxy=(1062,1684,1261,1697)
directory-entry: — Hellmuth, kfm. Ang., PSch: 86166, ☎ 26 39 92, Sievekingsallee 82, ☒ 26 xyxy=(764,1275,1036,1301)
adjacent-page-text: str. 38 xyxy=(6,722,42,736)
column-divider xyxy=(752,272,753,1852)
directory-entry: — F. O., Rentn., Elsässer Str. 8, ☒ 43 xyxy=(466,1077,662,1090)
adjacent-page-text: 3, ☒ 21 xyxy=(6,950,48,964)
directory-entry: Hetting, F., Arb., Eimsbütt. Chaussee 45, H. 6 xyxy=(466,1513,711,1526)
directory-entry: — Frau G., Eiffestr. 489, ☒ 35 xyxy=(764,813,923,826)
directory-entry: ⊙ Hesse Newman & Co. ℝ, gegr. 1777, Export-, Import- u. Bankgeschäft, BCto: Vereinsb., Deutsche Bk. u. Disc. Ges., PSch: 19513, Bst: Pf. 5, Telegr: Hesse-newma, ☎ 33 17 81, Schauenburgerstr. 1, ☒ 1, Inh: Alfred Hesse, Hochkamp, E. R. Newman, Nienstedten u. J. v. Schinckel, Blankenese xyxy=(168,615,440,707)
directory-entry: — O., Lindenstr. 46/48, ☒ 5 xyxy=(168,1222,314,1235)
